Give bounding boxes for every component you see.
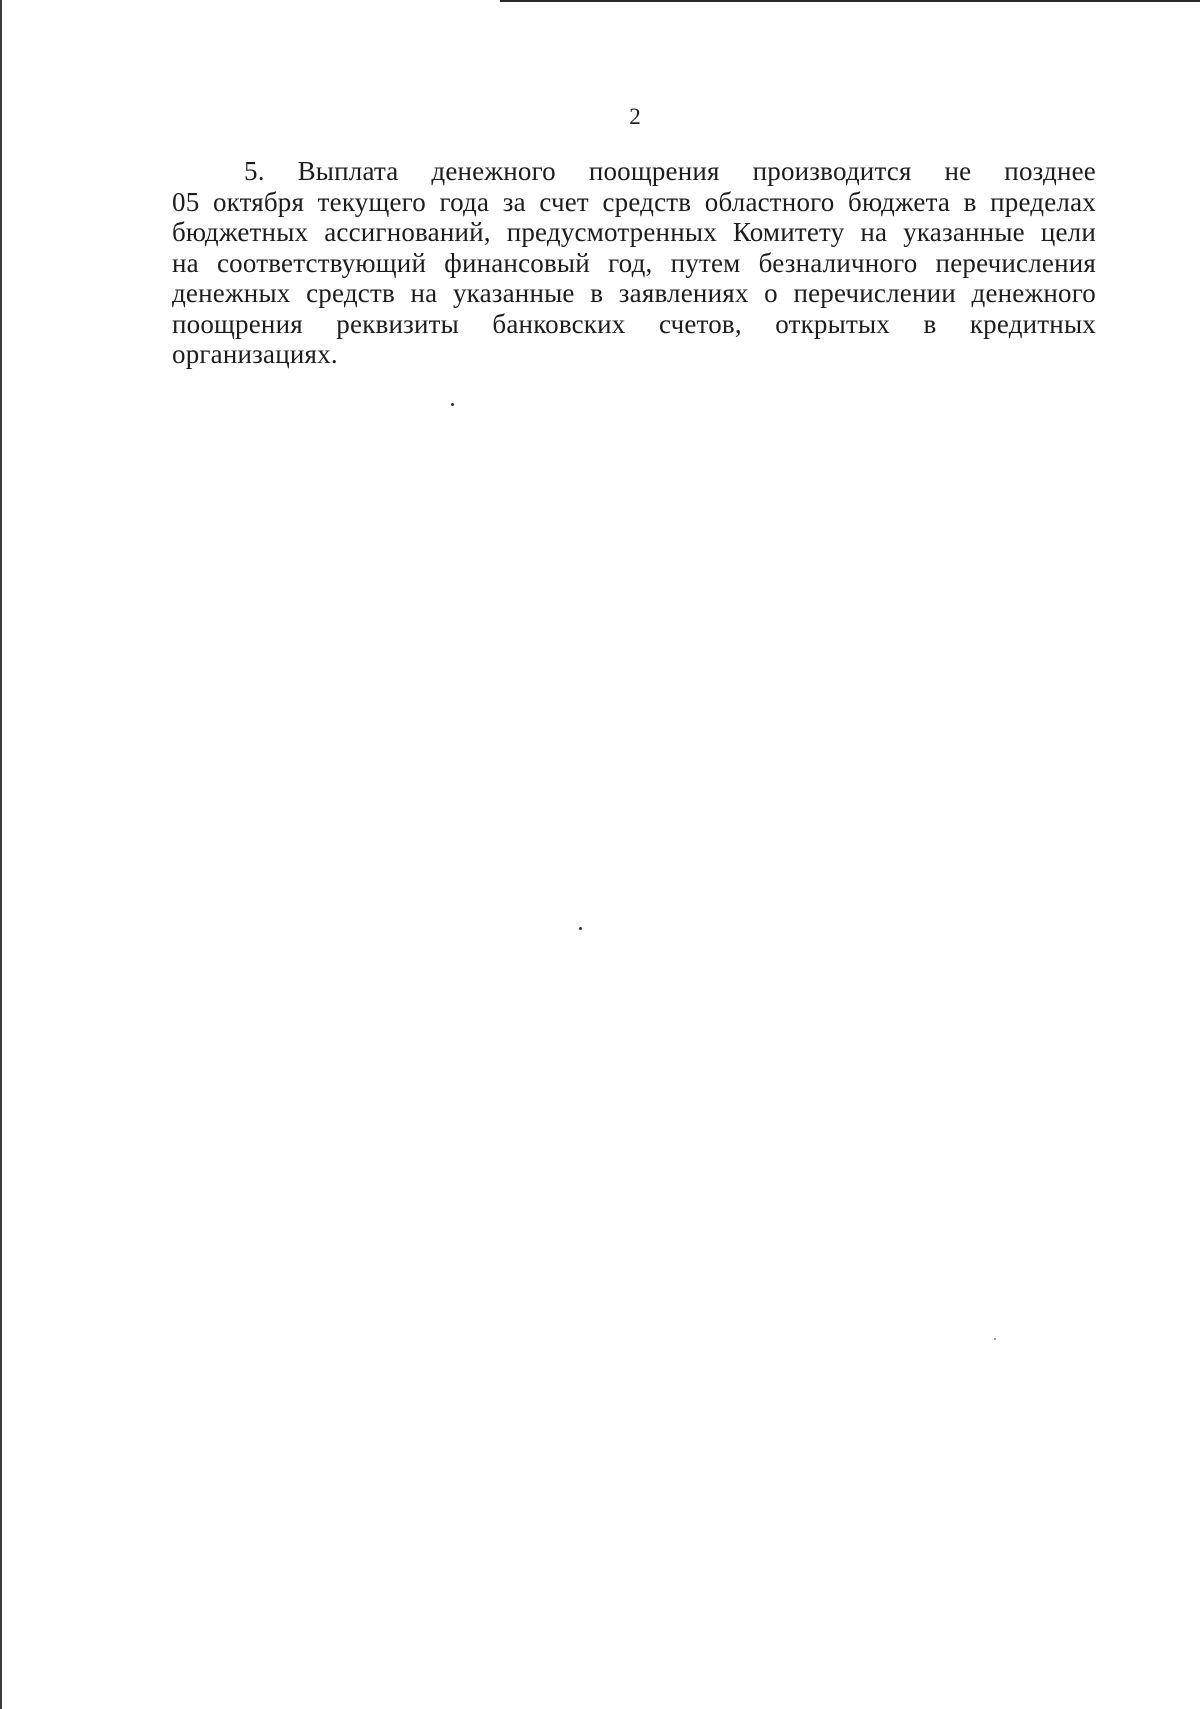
paragraph-line: 5. Выплата денежного поощрения производится не позднее [244, 156, 1096, 186]
scan-speck [579, 927, 582, 930]
paragraph-5 [172, 156, 1096, 370]
scan-left-edge [0, 0, 2, 1709]
paragraph-line: организациях. [172, 339, 338, 369]
scan-speck [451, 403, 454, 406]
paragraph-line: на соответствующий финансовый год, путем безналичного перечисления [172, 247, 1096, 278]
page-number: 2 [629, 104, 641, 129]
paragraph-line: поощрения реквизиты банковских счетов, открытых в кредитных [172, 308, 1096, 339]
paragraph-line: 05 октября текущего года за счет средств областного бюджета в пределах [172, 186, 1096, 217]
scan-speck [994, 1338, 996, 1340]
scan-top-border-line [500, 0, 1200, 2]
paragraph-line: денежных средств на указанные в заявлениях о перечислении денежного [172, 278, 1096, 308]
paragraph-line: бюджетных ассигнований, предусмотренных Комитету на указанные цели [172, 217, 1096, 247]
